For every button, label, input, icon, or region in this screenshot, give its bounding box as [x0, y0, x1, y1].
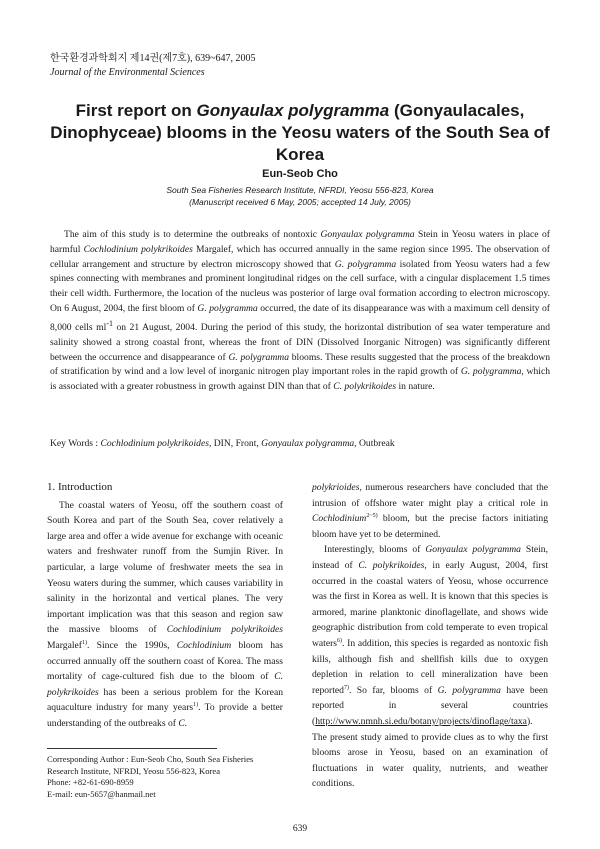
body-text: has been a serious problem for the Korean aquaculture industry for many years	[47, 686, 283, 714]
abstract-text: isolated from Yeosu waters had a few spines connecting with membranes and prominent longitudinal ridges on the cell surface, with a cingular displacement 1.5 times their cell width. Furthermore, the location of the nucleus was posterior of large oval formation according to electron microscopy. On 6 August, 2004, the first bloom of	[50, 258, 550, 314]
footnote-line: Research Institute, NFRDI, Yeosu 556-823, Korea	[47, 765, 221, 776]
species-name: C.	[178, 717, 188, 729]
journal-citation: 한국환경과학회지 제14권(제7호), 639~647, 2005	[50, 53, 256, 64]
species-name: G. polygramma	[228, 351, 290, 363]
superscript: -1	[106, 318, 113, 328]
body-text: . So far, blooms of	[348, 684, 438, 696]
body-text: . In addition, this species is regarded as nontoxic fish kills, although fish and shellfish kills due to oxygen depletion in relation to cell mineralization have been reported	[312, 637, 548, 696]
journal-name: Journal of the Environmental Sciences	[50, 67, 205, 78]
body-text: bloom has occurred annually off the southern coast of Korea. The mass mortality of cage-cultured fish due to the bloom of	[47, 639, 283, 683]
body-text: bloom, but the precise factors initiating bloom have yet to be determined.	[312, 513, 548, 540]
section-heading-introduction: 1. Introduction	[47, 481, 113, 493]
body-text: have been reported in several countries (	[312, 684, 548, 727]
footnote-line: Corresponding Author : Eun-Seob Cho, South Sea Fisheries	[47, 754, 254, 764]
citation: 7)	[343, 684, 349, 691]
footnote-email: E-mail: eun-5657@hanmail.net	[47, 788, 156, 799]
keyword: Cochlodinium polykrikoides	[100, 438, 209, 449]
body-column-left	[47, 480, 283, 732]
species-name: Cochlodinium polykrikoides	[83, 243, 193, 255]
abstract-text: Margalef, which has occurred annually in the same region since 1995. The observation of cellular arrangement and structure by electron microscopy showed that	[50, 243, 550, 270]
body-text: , in early August, 2004, first occurred in the coastal waters of Yeosu, whose occurrence was the first in Korea as well. It is known that this species is armored, marine planktonic dinoflagellate, and shows wide geographic distribution from cold temperate to even tropical waters	[312, 559, 549, 649]
keyword: Gonyaulax polygramma	[261, 438, 355, 449]
citation: 2~5)	[366, 513, 378, 519]
citation: 1)	[81, 639, 87, 646]
species-name: Gonyaulax polygramma	[425, 544, 521, 556]
keywords-label: Key Words :	[50, 438, 101, 449]
keyword: , DIN, Front,	[208, 438, 262, 449]
species-name: Cochlodinium	[312, 513, 367, 525]
species-name: G. polygramma	[437, 684, 501, 696]
keyword: , Outbreak	[354, 438, 395, 449]
body-text: , numerous researchers have concluded that the intrusion of offshore water might play a critical role in	[312, 482, 548, 509]
abstract-text: The aim of this study is to determine the outbreaks of nontoxic	[64, 229, 321, 240]
abstract-text: on 21 August, 2004. During the period of this study, the horizontal distribution of sea water temperature and salinity showed a strong coastal front, whereas the front of DIN (Dissolved Inorganic Nitrogen) was significantly different between the occurrence and disappearance of	[50, 321, 551, 363]
species-name: Cochlodinium	[176, 639, 232, 651]
intro-paragraph-1-cont	[312, 480, 548, 542]
author-affiliation-block	[0, 184, 600, 208]
abstract-text: blooms. These results suggested that the process of the breakdown of stratification by wind and a low level of inorganic nitrogen play important roles in the rapid growth of	[50, 351, 550, 378]
citation: 6)	[337, 637, 343, 644]
species-name: Gonyaulax polygramma	[320, 229, 415, 240]
species-name: G. polygramma	[334, 258, 397, 270]
body-text: ). The present study aimed to provide clues as to why the first blooms arose in Yeosu, based on an examination of fluctuations in water quality, nutrients, and weather conditions.	[312, 715, 548, 790]
corresponding-author-footnote	[47, 754, 297, 800]
body-text: Stein, instead of	[312, 544, 548, 571]
species-name: Cochlodinium polykrikoides	[166, 624, 283, 636]
footnote-phone: Phone: +82-61-690-8959	[47, 777, 134, 787]
keywords	[50, 438, 550, 449]
body-text: The coastal waters of Yeosu, off the southern coast of South Korea and part of the South Sea, cover relatively a large area and offer a wide avenue for exchange with oceanic waters and freshwater runoff from the Sumjin River. In particular, a large volume of freshwater meets the sea in Yeosu waters during the summer, which causes variability in salinity in the horizontal and vertical planes. The very important implication was that this season and region saw the massive blooms of	[47, 499, 283, 636]
species-name: G. polygramma	[197, 302, 258, 314]
intro-paragraph-1	[47, 498, 283, 732]
body-text: . To provide a better understanding of the outbreaks of	[47, 702, 283, 729]
title-part1: First report on	[75, 101, 197, 120]
species-name: C. polykrikoides	[47, 671, 283, 698]
abstract-text: occurred, the date of its disappearance was with a maximum cell density of 8,000 cells ml	[50, 302, 550, 333]
paper-title	[40, 100, 560, 166]
title-part2: (Gonyaulacales, Dinophyceae) blooms in the Yeosu waters of the South Sea of Korea	[50, 101, 550, 164]
body-column-right	[312, 480, 548, 792]
title-species: Gonyaulax polygramma	[196, 101, 390, 120]
abstract-text: in nature.	[396, 381, 435, 393]
citation: 1)	[193, 702, 199, 709]
journal-header	[50, 52, 256, 80]
page-number: 639	[292, 824, 308, 834]
abstract	[50, 228, 550, 395]
affiliation: South Sea Fisheries Research Institute, NFRDI, Yeosu 556-823, Korea	[166, 185, 434, 195]
species-name: C. polykrikoides	[333, 381, 397, 393]
species-name: polykrioides	[312, 482, 360, 493]
body-text: Margalef	[47, 639, 82, 651]
author-name: Eun-Seob Cho	[262, 168, 338, 180]
footnote-divider	[47, 748, 217, 749]
body-text: Interestingly, blooms of	[324, 544, 426, 556]
body-text: . Since the 1990s,	[86, 639, 177, 651]
manuscript-dates: (Manuscript received 6 May, 2005; accepted 14 July, 2005)	[189, 197, 411, 207]
abstract-text: Stein in Yeosu waters in place of harmful	[50, 229, 550, 255]
species-name: C. polykrikoides	[358, 559, 425, 571]
reference-link[interactable]: http://www.nmnh.si.edu/botany/projects/dinoflage/taxa	[315, 715, 527, 727]
abstract-text: , which is associated with a greater robustness in growth against DIN than that of	[50, 366, 550, 393]
intro-paragraph-2	[312, 542, 548, 792]
species-name: G. polygramma	[460, 366, 522, 378]
